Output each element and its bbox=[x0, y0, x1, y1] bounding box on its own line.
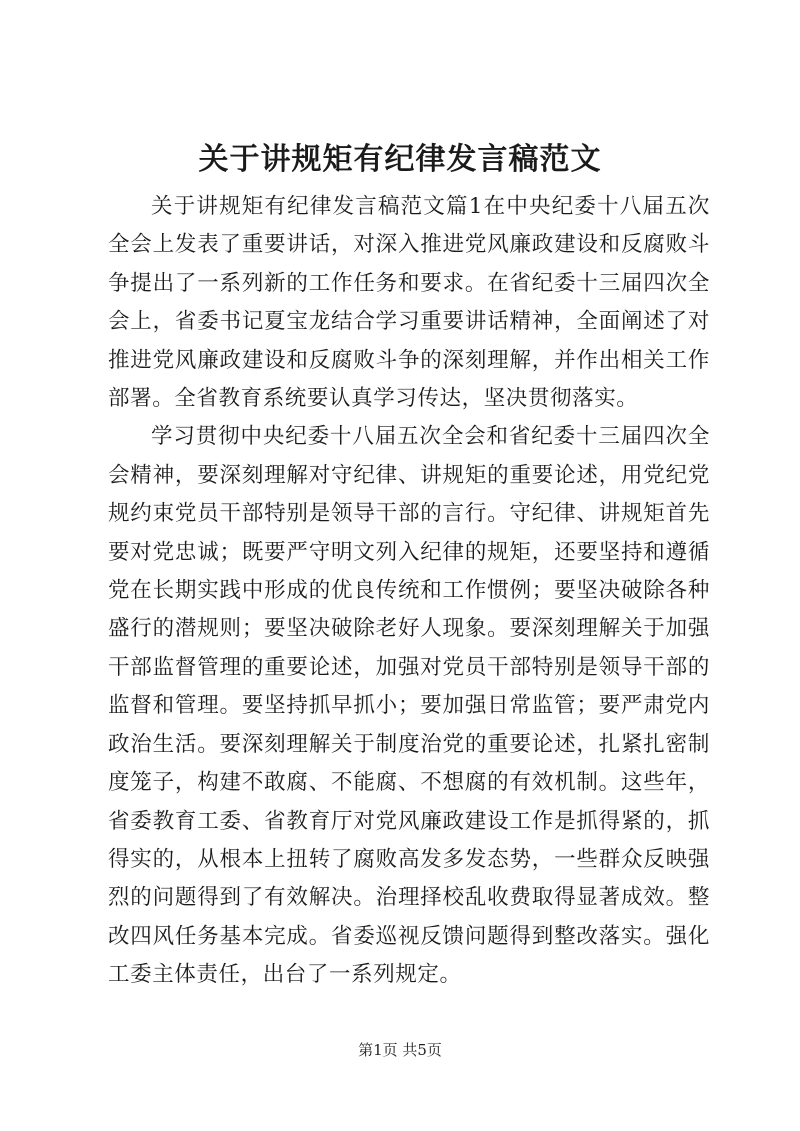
paragraph: 学习贯彻中央纪委十八届五次全会和省纪委十三届四次全会精神，要深刻理解对守纪律、讲规矩的重要论述，用党纪党规约束党员干部特别是领导干部的言行。守纪律、讲规矩首先要对党忠诚；既要严守明文列入纪律的规矩，还要坚持和遵循党在长期实践中形成的优良传统和工作惯例；要坚决破除各种盛行的潜规则；要坚决破除老好人现象。要深刻理解关于加强干部监督管理的重要论述，加强对党员干部特别是领导干部的监督和管理。要坚持抓早抓小；要加强日常监管；要严肃党内政治生活。要深刻理解关于制度治党的重要论述，扎紧扎密制度笼子，构建不敢腐、不能腐、不想腐的有效机制。这些年，省委教育工委、省教育厅对党风廉政建设工作是抓得紧的，抓得实的，从根本上扭转了腐败高发多发态势，一些群众反映强烈的问题得到了有效解决。治理择校乱收费取得显著成效。整改四风任务基本完成。省委巡视反馈问题得到整改落实。强化工委主体责任，出台了一系列规定。 bbox=[108, 424, 710, 988]
document-title: 关于讲规矩有纪律发言稿范文 bbox=[198, 142, 602, 177]
document-body bbox=[108, 188, 710, 995]
page-number: 第1页 共5页 bbox=[358, 1041, 442, 1059]
paragraph: 关于讲规矩有纪律发言稿范文篇1在中央纪委十八届五次全会上发表了重要讲话，对深入推进党风廉政建设和反腐败斗争提出了一系列新的工作任务和要求。在省纪委十三届四次全会上，省委书记夏宝龙结合学习重要讲话精神，全面阐述了对推进党风廉政建设和反腐败斗争的深刻理解，并作出相关工作部署。全省教育系统要认真学习传达，坚决贯彻落实。 bbox=[108, 194, 710, 412]
